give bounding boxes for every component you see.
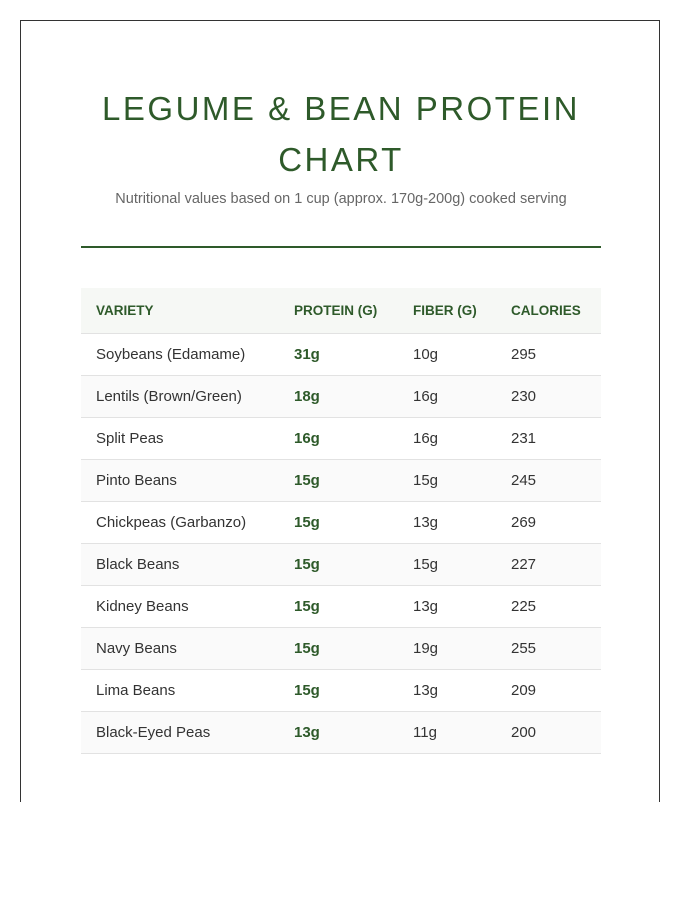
- protein-cell: 18g: [279, 376, 398, 418]
- fiber-cell: 13g: [398, 586, 496, 628]
- table-row: [81, 544, 601, 586]
- column-header-calories: CALORIES: [496, 288, 601, 334]
- protein-cell: 15g: [279, 502, 398, 544]
- protein-cell: 15g: [279, 628, 398, 670]
- protein-cell: 15g: [279, 460, 398, 502]
- fiber-cell: 19g: [398, 628, 496, 670]
- page-subtitle: Nutritional values based on 1 cup (approx. 170g-200g) cooked serving: [115, 191, 567, 207]
- table-header-row: [81, 288, 601, 334]
- table-row: [81, 670, 601, 712]
- calories-cell: 227: [496, 544, 601, 586]
- variety-cell: Lima Beans: [81, 670, 279, 712]
- page-title: LEGUME & BEAN PROTEIN CHART: [102, 90, 580, 178]
- fiber-cell: 10g: [398, 334, 496, 376]
- protein-cell: 31g: [279, 334, 398, 376]
- table-row: [81, 418, 601, 460]
- fiber-cell: 15g: [398, 460, 496, 502]
- fiber-cell: 11g: [398, 712, 496, 754]
- protein-cell: 13g: [279, 712, 398, 754]
- title-divider: [81, 246, 601, 248]
- variety-cell: Kidney Beans: [81, 586, 279, 628]
- variety-cell: Black Beans: [81, 544, 279, 586]
- variety-cell: Navy Beans: [81, 628, 279, 670]
- table-row: [81, 334, 601, 376]
- fiber-cell: 13g: [398, 502, 496, 544]
- table-body: [81, 334, 601, 754]
- fiber-cell: 16g: [398, 376, 496, 418]
- table-row: [81, 460, 601, 502]
- variety-cell: Lentils (Brown/Green): [81, 376, 279, 418]
- calories-cell: 255: [496, 628, 601, 670]
- variety-cell: Chickpeas (Garbanzo): [81, 502, 279, 544]
- table-row: [81, 586, 601, 628]
- calories-cell: 230: [496, 376, 601, 418]
- chart-card: [20, 20, 660, 802]
- fiber-cell: 15g: [398, 544, 496, 586]
- calories-cell: 200: [496, 712, 601, 754]
- variety-cell: Split Peas: [81, 418, 279, 460]
- calories-cell: 209: [496, 670, 601, 712]
- table-row: [81, 628, 601, 670]
- fiber-cell: 13g: [398, 670, 496, 712]
- protein-cell: 15g: [279, 544, 398, 586]
- calories-cell: 231: [496, 418, 601, 460]
- calories-cell: 269: [496, 502, 601, 544]
- protein-cell: 15g: [279, 586, 398, 628]
- calories-cell: 245: [496, 460, 601, 502]
- table-row: [81, 376, 601, 418]
- calories-cell: 295: [496, 334, 601, 376]
- fiber-cell: 16g: [398, 418, 496, 460]
- nutrition-table: [81, 288, 601, 754]
- table-row: [81, 712, 601, 754]
- column-header-protein: PROTEIN (G): [279, 288, 398, 334]
- calories-cell: 225: [496, 586, 601, 628]
- table-header: [81, 288, 601, 334]
- table-row: [81, 502, 601, 544]
- variety-cell: Soybeans (Edamame): [81, 334, 279, 376]
- column-header-fiber: FIBER (G): [398, 288, 496, 334]
- variety-cell: Black-Eyed Peas: [81, 712, 279, 754]
- variety-cell: Pinto Beans: [81, 460, 279, 502]
- protein-cell: 16g: [279, 418, 398, 460]
- protein-cell: 15g: [279, 670, 398, 712]
- column-header-variety: VARIETY: [81, 288, 279, 334]
